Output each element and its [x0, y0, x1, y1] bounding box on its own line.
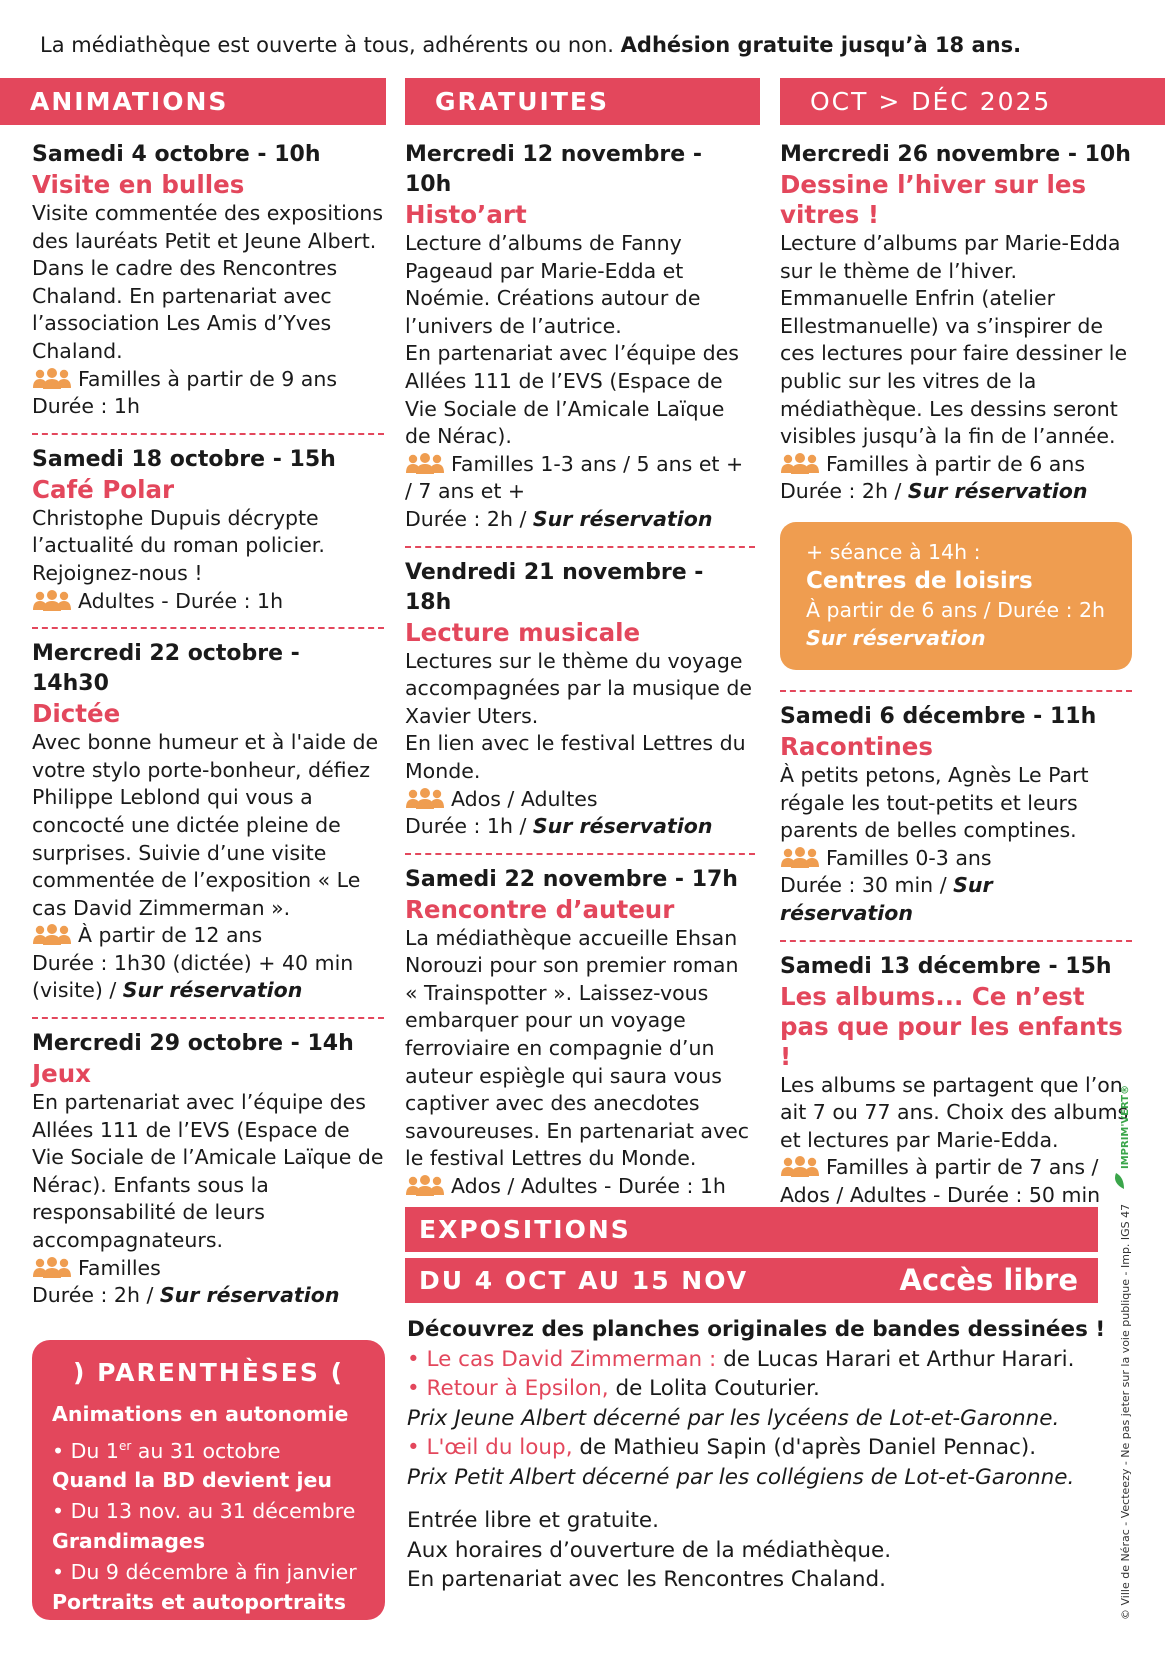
parentheses-box: [32, 1340, 385, 1620]
event-duration: Durée : 2h /: [32, 1283, 160, 1308]
event-duration: Durée : 30 min /: [780, 873, 954, 898]
reservation-note: Sur réservation: [122, 978, 303, 1003]
event: [32, 639, 384, 1005]
band-expo-dates: DU 4 OCT AU 15 NOV Accès libre: [405, 1258, 1098, 1303]
event-description: Christophe Dupuis décrypte l’actualité du roman policier. Rejoignez-nous !: [32, 505, 325, 585]
event-date: Samedi 13 décembre - 15h: [780, 953, 1112, 979]
event-audience: Familles à partir de 7 ans / Ados / Adultes - Durée : 50 min: [780, 1155, 1101, 1207]
divider: [405, 546, 755, 548]
event-date: Samedi 18 octobre - 15h: [32, 446, 336, 472]
event-description-2: En lien avec le festival Lettres du Monde.: [405, 731, 746, 783]
event-description: Lecture d’albums par Marie-Edda sur le thème de l’hiver. Emmanuelle Enfrin (atelier Ellestmanuelle) va s’inspirer de ces lectures pour faire dessiner le public sur les vitres de la médiathèque. Les dessins seront visibles jusqu’à la fin de l’année.: [780, 231, 1128, 449]
parentheses-title: ) PARENTHÈSES (: [72, 1358, 345, 1387]
expo-prize: Prix Jeune Albert décerné par les lycéens de Lot-et-Garonne.: [407, 1405, 1060, 1431]
event-description: En partenariat avec l’équipe des Allées 111 de l’EVS (Espace de Vie Sociale de l’Amicale Laïque de Nérac). Enfants sous la responsabilité de leurs accompagnateurs.: [32, 1090, 384, 1253]
list-item: • Du 1er au 31 octobre: [52, 1438, 281, 1463]
event-date: Samedi 4 octobre - 10h: [32, 142, 321, 167]
logo-text: IMPRIM'VERT®: [1120, 1085, 1131, 1169]
band-expositions: EXPOSITIONS: [405, 1207, 1098, 1252]
event-title: Rencontre d’auteur: [405, 894, 675, 924]
event-title: Visite en bulles: [32, 170, 245, 199]
event: [780, 702, 1132, 928]
band-gratuites: GRATUITES: [405, 78, 760, 125]
list-item-name: Quand la BD devient jeu: [52, 1467, 332, 1492]
divider: [780, 690, 1132, 692]
expo-footer-line: Aux horaires d’ouverture de la médiathèque.: [407, 1537, 892, 1563]
column-1: [32, 140, 384, 1310]
reservation-note: Sur réservation: [159, 1283, 340, 1308]
event-duration: Durée : 2h /: [405, 506, 533, 531]
divider: [32, 627, 384, 629]
expo-prize: Prix Petit Albert décerné par les collégiens de Lot-et-Garonne.: [407, 1464, 1075, 1490]
band-animations: ANIMATIONS: [0, 78, 386, 125]
divider: [32, 433, 384, 435]
event-title: Lecture musicale: [405, 617, 641, 647]
event-description: Visite commentée des expositions des lauréats Petit et Jeune Albert. Dans le cadre des Rencontres Chaland. En partenariat avec l’association Les Amis d’Yves Chaland.: [32, 201, 384, 363]
expo-footer-line: En partenariat avec les Rencontres Chaland.: [407, 1567, 886, 1592]
event-title: Jeux: [32, 1059, 91, 1089]
event: [405, 140, 755, 534]
audience-icon: [32, 1256, 72, 1278]
event-title: Dessine l’hiver sur les vitres !: [780, 170, 1087, 229]
event-date: Samedi 6 décembre - 11h: [780, 703, 1097, 729]
event-date: Mercredi 26 novembre - 10h: [780, 142, 1131, 167]
event-date: Mercredi 29 octobre - 14h: [32, 1031, 354, 1057]
event-duration: Durée : 1h30 (dictée) + 40 min (visite) /: [32, 950, 354, 1003]
divider: [780, 940, 1132, 942]
event-audience: Familles à partir de 6 ans: [826, 451, 1086, 476]
event-title: Café Polar: [32, 474, 175, 504]
event: [780, 140, 1132, 506]
imprimvert-logo: [1110, 1085, 1138, 1195]
credits-text: © Ville de Nérac - Vecteezy - Ne pas jeter sur la voie publique - Imp. IGS 47: [1119, 1203, 1132, 1620]
reservation-note: Sur réservation: [532, 506, 713, 531]
audience-icon: [32, 589, 72, 611]
expo-work: • Le cas David Zimmerman : de Lucas Harari et Arthur Harari.: [407, 1346, 1075, 1372]
event-audience: Ados / Adultes - Durée : 1h: [451, 1174, 726, 1199]
list-item-name: Grandimages: [52, 1528, 206, 1553]
event: [32, 445, 384, 615]
extra-session-details: À partir de 6 ans / Durée : 2h: [806, 597, 1106, 622]
audience-icon: [405, 787, 445, 809]
event-audience: Ados / Adultes: [451, 786, 598, 811]
event-date: Samedi 22 novembre - 17h: [405, 866, 738, 892]
event-description: La médiathèque accueille Ehsan Norouzi pour son premier roman « Trainspotter ». Laissez-vous embarquer pour un voyage ferroviaire en compagnie d’un auteur espiègle qui saura vous captiver avec des anecdotes savoureuses. En partenariat avec le festival Lettres du Monde.: [405, 925, 749, 1171]
event-title: Racontines: [780, 731, 933, 761]
event: [405, 865, 755, 1201]
reservation-note: Sur réservation: [907, 479, 1088, 504]
list-item: • Du 13 nov. au 31 décembre: [52, 1499, 356, 1524]
event-date: Mercredi 12 novembre - 10h: [405, 142, 702, 197]
column-2: [405, 140, 755, 1201]
event: [32, 140, 384, 421]
event-audience: Familles 1-3 ans / 5 ans et + / 7 ans et +: [405, 451, 744, 504]
event-date: Mercredi 22 octobre - 14h30: [32, 641, 300, 697]
audience-icon: [32, 923, 72, 945]
extra-session-box: [780, 522, 1132, 670]
event-audience: Adultes - Durée : 1h: [78, 588, 284, 613]
event-duration: Durée : 1h: [32, 394, 140, 419]
expo-work: • L'œil du loup, de Mathieu Sapin (d'après Daniel Pennac).: [407, 1435, 1037, 1460]
event: [32, 1029, 384, 1310]
event-description: Lecture d’albums de Fanny Pageaud par Marie-Edda et Noémie. Créations autour de l’univers de l’autrice.: [405, 231, 701, 338]
audience-icon: [405, 452, 445, 474]
expo-footer-line: Entrée libre et gratuite.: [407, 1508, 659, 1533]
event-description: Les albums se partagent que l’on ait 7 ou 77 ans. Choix des albums et lectures par Marie-Edda.: [780, 1072, 1129, 1152]
column-3: [780, 140, 1132, 1237]
reservation-note: Sur réservation: [780, 873, 993, 925]
event: [780, 952, 1132, 1238]
audience-icon: [780, 1155, 820, 1177]
reservation-note: Sur réservation: [532, 814, 713, 839]
event-title: Les albums... Ce n’est pas que pour les enfants !: [780, 981, 1123, 1071]
expo-lead: Découvrez des planches originales de bandes dessinées !: [407, 1317, 1106, 1342]
event-description-2: En partenariat avec l’équipe des Allées 111 de l’EVS (Espace de Vie Sociale de l’Amicale Laïque de Nérac).: [405, 341, 739, 449]
event-audience: À partir de 12 ans: [78, 923, 263, 948]
divider: [405, 853, 755, 855]
event-date: Vendredi 21 novembre - 18h: [405, 559, 704, 615]
event-audience: Familles à partir de 9 ans: [78, 366, 338, 391]
audience-icon: [780, 846, 820, 868]
extra-session-title: Centres de loisirs: [806, 567, 1033, 594]
extra-session-label: + séance à 14h :: [806, 539, 981, 564]
event-title: Histo’art: [405, 200, 527, 229]
list-item-name: Portraits et autoportraits: [52, 1589, 346, 1614]
event-duration: Durée : 2h /: [780, 479, 908, 504]
event: [405, 558, 755, 841]
audience-icon: [32, 367, 72, 389]
event-audience: Familles 0-3 ans: [826, 845, 992, 870]
event-description: À petits petons, Agnès Le Part régale les tout-petits et leurs parents de belles comptines.: [780, 762, 1089, 843]
audience-icon: [780, 452, 820, 474]
event-description: Lectures sur le thème du voyage accompagnées par la musique de Xavier Uters.: [405, 648, 753, 728]
parentheses-subtitle: Animations en autonomie: [52, 1402, 349, 1426]
event-description: Avec bonne humeur et à l'aide de votre stylo porte-bonheur, défiez Philippe Leblond qui vous a concocté une dictée pleine de surprises. Suivie d’une visite commentée de l’exposition « Le cas David Zimmerman ».: [32, 730, 379, 920]
access-label: Accès libre: [899, 1263, 1078, 1297]
expo-work: • Retour à Epsilon, de Lolita Couturier.: [407, 1376, 820, 1401]
divider: [32, 1017, 384, 1019]
event-duration: Durée : 1h /: [405, 814, 533, 839]
band-period: OCT > DÉC 2025: [780, 78, 1165, 125]
event-title: Dictée: [32, 699, 121, 729]
audience-icon: [405, 1174, 445, 1196]
intro-text: La médiathèque est ouverte à tous, adhérents ou non. Adhésion gratuite jusqu’à 18 ans.: [40, 33, 1022, 57]
list-item: • Du 9 décembre à fin janvier: [52, 1560, 357, 1585]
event-audience: Familles: [78, 1255, 161, 1280]
expositions-content: [407, 1315, 1107, 1595]
reservation-note: Sur réservation: [806, 625, 986, 650]
